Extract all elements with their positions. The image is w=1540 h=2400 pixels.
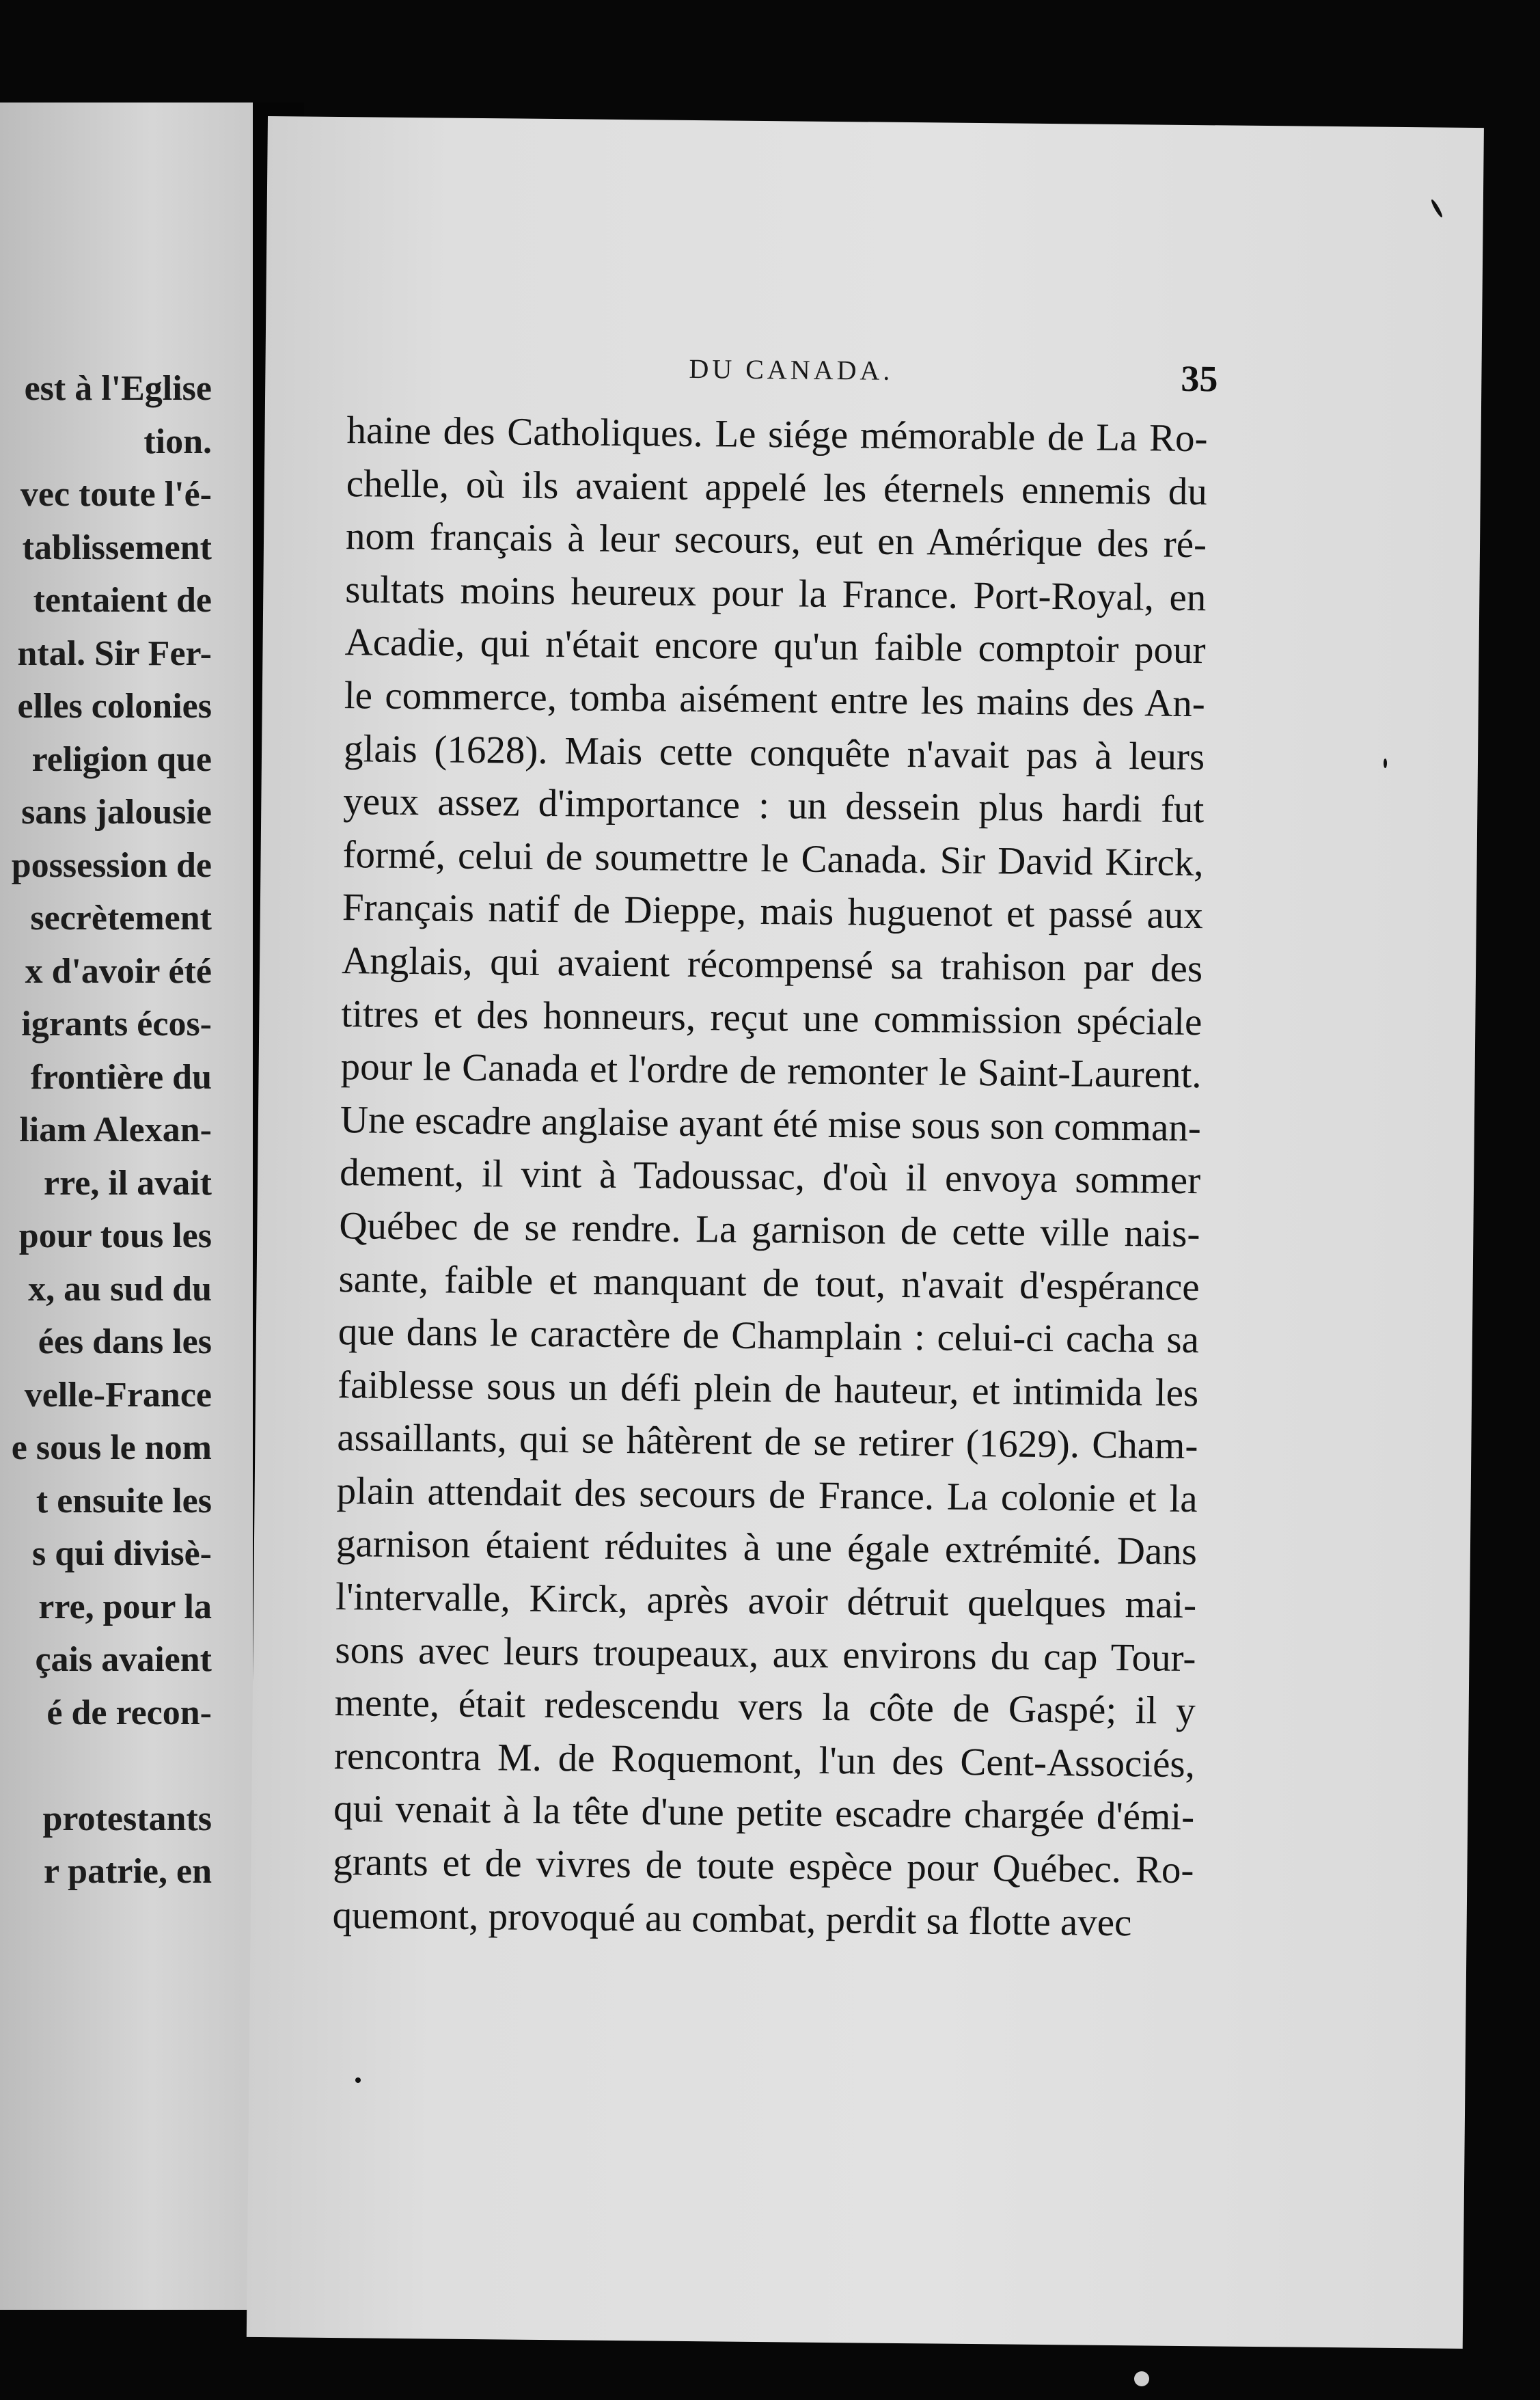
text-line: sons avec leurs troupeaux, aux environs du cap Tour- — [335, 1628, 1196, 1680]
text-line: formé, celui de soumettre le Canada. Sir David Kirck, — [342, 832, 1204, 884]
facing-text-line: s qui divisè- — [32, 1534, 212, 1573]
text-line: sante, faible et manquant de tout, n'avait d'espérance — [338, 1257, 1200, 1309]
facing-text-line: pour tous les — [18, 1216, 212, 1255]
facing-text-line: est à l'Eglise — [24, 369, 212, 408]
facing-text-line: rre, pour la — [38, 1587, 212, 1626]
facing-text-line: ées dans les — [38, 1322, 212, 1361]
facing-text-line: igrants écos- — [21, 1005, 212, 1044]
facing-text-line: liam Alexan- — [19, 1110, 212, 1149]
facing-text-line: rre, il avait — [44, 1163, 212, 1203]
facing-text-line: r patrie, en — [44, 1852, 212, 1891]
facing-text-line: velle-France — [24, 1375, 212, 1415]
text-line: qui venait à la tête d'une petite escadre chargée d'émi- — [333, 1787, 1195, 1839]
page-number: 35 — [1181, 357, 1218, 400]
facing-text-line: possession de — [11, 845, 212, 885]
text-line: plain attendait des secours de France. La colonie et la — [336, 1469, 1198, 1521]
text-line: yeux assez d'importance : un dessein plus hardi fut — [343, 780, 1205, 832]
text-line: l'intervalle, Kirck, après avoir détruit quelques mai- — [335, 1575, 1197, 1627]
text-line: mente, était redescendu vers la côte de Gaspé; il y — [334, 1681, 1196, 1733]
text-line: Anglais, qui avaient récompensé sa trahison par des — [341, 939, 1203, 991]
facing-text-line: secrètement — [30, 899, 212, 938]
text-line: haine des Catholiques. Le siége mémorable de La Ro- — [346, 409, 1208, 461]
text-line: pour le Canada et l'ordre de remonter le Saint-Laurent. — [340, 1045, 1202, 1097]
scan-artifact — [1384, 759, 1387, 768]
text-line: nom français à leur secours, eut en Amérique des ré- — [345, 515, 1207, 567]
facing-text-line: é de recon- — [46, 1693, 212, 1732]
text-line: rencontra M. de Roquemont, l'un des Cent-Associés, — [333, 1734, 1196, 1786]
text-line: Québec de se rendre. La garnison de cette ville nais- — [339, 1203, 1200, 1256]
text-line: Français natif de Dieppe, mais huguenot et passé aux — [342, 886, 1204, 938]
text-line: assaillants, qui se hâtèrent de se retirer (1629). Cham- — [337, 1416, 1198, 1468]
facing-page-text — [0, 362, 212, 1898]
body-text — [332, 404, 1208, 1950]
text-line: dement, il vint à Tadoussac, d'où il envoya sommer — [339, 1151, 1201, 1203]
text-line: glais (1628). Mais cette conquête n'avait pas à leurs — [343, 726, 1205, 778]
facing-text-line: frontière du — [30, 1057, 212, 1097]
scan-artifact — [355, 2077, 361, 2083]
text-line: sultats moins heureux pour la France. Port-Royal, en — [345, 567, 1207, 619]
text-line: chelle, où ils avaient appelé les éternels ennemis du — [346, 461, 1208, 513]
facing-text-line: vec toute l'é- — [20, 475, 212, 514]
facing-text-line: sans jalousie — [21, 793, 212, 832]
running-head: DU CANADA. — [689, 353, 894, 386]
facing-text-line — [0, 1739, 212, 1792]
text-line: garnison étaient réduites à une égale extrémité. Dans — [335, 1522, 1198, 1574]
facing-text-line: elles colonies — [17, 687, 212, 726]
text-line: titres et des honneurs, reçut une commission spéciale — [341, 992, 1202, 1044]
facing-text-line: tentaient de — [33, 581, 212, 620]
facing-text-line: x, au sud du — [28, 1269, 212, 1309]
facing-page-left — [0, 103, 253, 2310]
facing-text-line: tablissement — [22, 528, 212, 567]
facing-text-line: protestants — [42, 1799, 212, 1838]
text-line: quemont, provoqué au combat, perdit sa flotte avec — [332, 1893, 1132, 1944]
scan-artifact — [1134, 2371, 1149, 2386]
text-line: Acadie, qui n'était encore qu'un faible comptoir pour — [344, 621, 1206, 672]
page-35 — [247, 116, 1484, 2349]
facing-text-line: ntal. Sir Fer- — [17, 633, 212, 673]
facing-text-line: religion que — [31, 739, 212, 779]
facing-text-line: x d'avoir été — [25, 951, 212, 991]
text-line: grants et de vivres de toute espèce pour Québec. Ro- — [333, 1840, 1194, 1892]
text-line: Une escadre anglaise ayant été mise sous son comman- — [340, 1097, 1202, 1149]
facing-text-line: tion. — [143, 422, 212, 461]
facing-text-line: e sous le nom — [11, 1428, 212, 1467]
text-line: faiblesse sous un défi plein de hauteur, et intimida les — [337, 1363, 1199, 1415]
facing-text-line: t ensuite les — [36, 1481, 212, 1521]
text-line: le commerce, tomba aisément entre les mains des An- — [344, 674, 1206, 726]
facing-text-line: çais avaient — [35, 1640, 212, 1679]
text-line: que dans le caractère de Champlain : celui-ci cacha sa — [338, 1310, 1200, 1362]
